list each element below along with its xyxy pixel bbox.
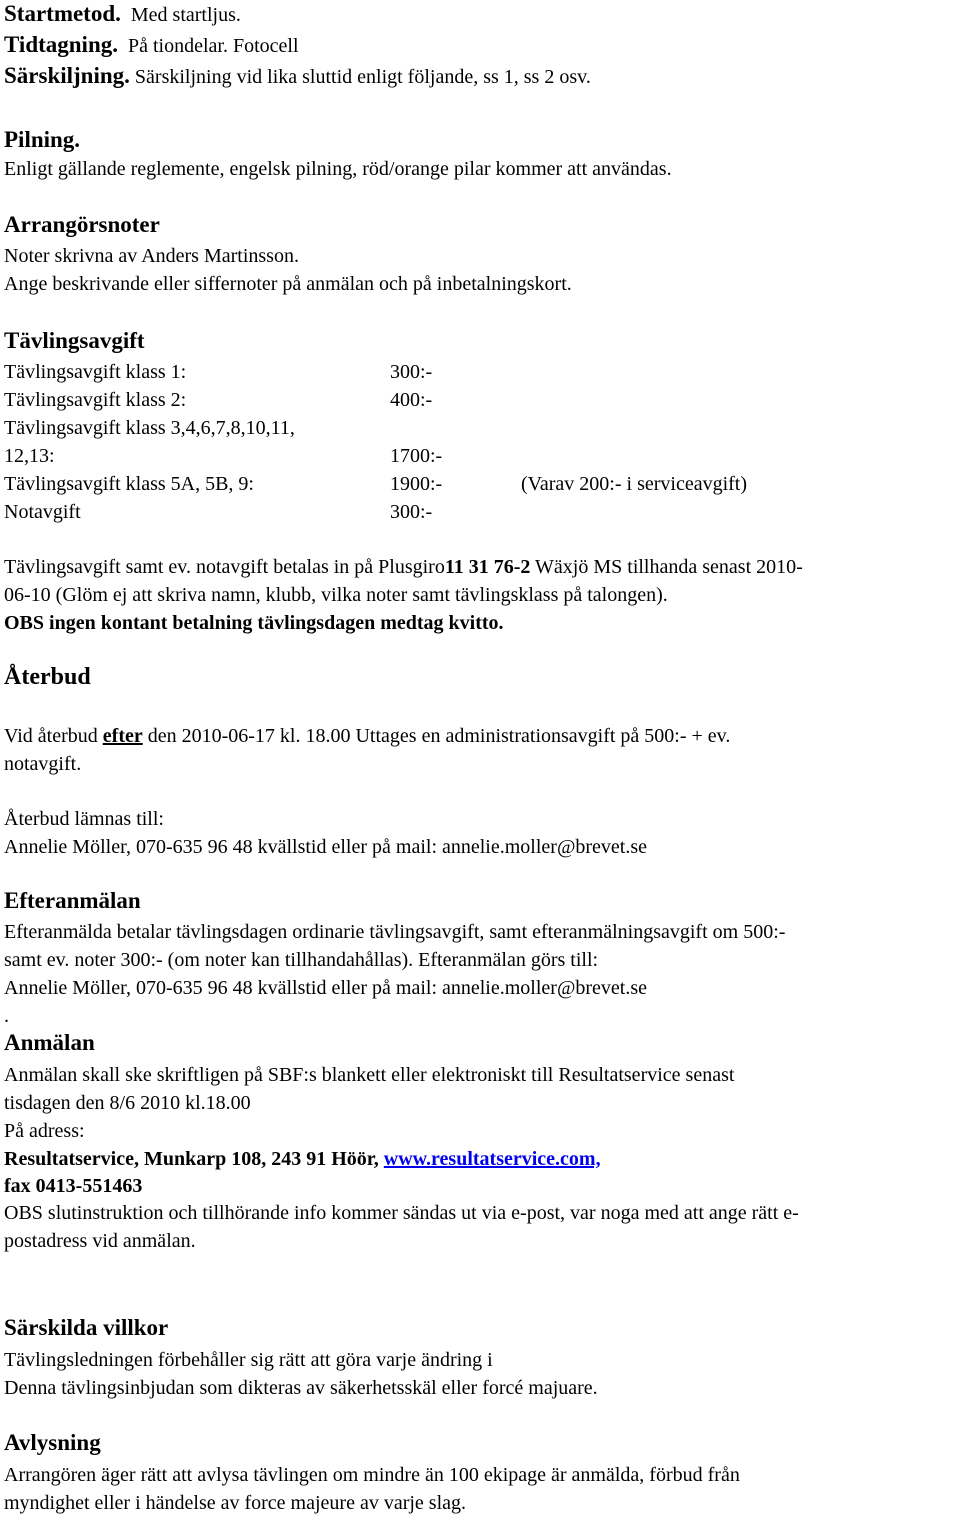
piling-text: Enligt gällande reglemente, engelsk pilning, röd/orange pilar kommer att användas.	[4, 158, 672, 180]
fee-row	[4, 442, 904, 470]
fee-row	[4, 386, 904, 414]
cancel-event-line-2: myndighet eller i händelse av force majeure av varje slag.	[4, 1492, 467, 1514]
fee-note: (Varav 200:- i serviceavgift)	[521, 473, 748, 495]
fee-label: 12,13:	[4, 445, 55, 467]
separation-label: Särskiljning.	[4, 63, 130, 88]
cancel-event-line-1: Arrangören äger rätt att avlysa tävlingen om mindre än 100 ekipage är anmälda, förbud från	[4, 1464, 740, 1486]
fee-label: Notavgift	[4, 501, 81, 523]
cancel-event-heading: Avlysning	[4, 1430, 101, 1455]
conditions-line-1: Tävlingsledningen förbehåller sig rätt att göra varje ändring i	[4, 1349, 493, 1371]
fee-label: Tävlingsavgift klass 1:	[4, 361, 187, 383]
late-line-2: samt ev. noter 300:- (om noter kan tillhandahållas). Efteranmälan görs till:	[4, 949, 599, 971]
payment-obs: OBS ingen kontant betalning tävlingsdagen medtag kvitto.	[4, 612, 504, 634]
registration-obs-1: OBS slutinstruktion och tillhörande info kommer sändas ut via e-post, var noga med att ange rätt e-	[4, 1202, 799, 1224]
fee-amount: 400:-	[390, 389, 433, 411]
timing-line	[4, 31, 299, 60]
late-line-1: Efteranmälda betalar tävlingsdagen ordinarie tävlingsavgift, samt efteranmälningsavgift om 500:-	[4, 921, 786, 943]
cancellation-text: Vid återbud	[4, 725, 103, 747]
piling-heading: Pilning.	[4, 127, 81, 152]
timing-label: Tidtagning.	[4, 32, 118, 57]
resultatservice-link[interactable]: www.resultatservice.com,	[383, 1148, 601, 1170]
fee-amount: 1700:-	[390, 445, 443, 467]
registration-heading: Anmälan	[4, 1030, 95, 1055]
fee-amount: 1900:-	[390, 473, 443, 495]
timing-value: På tiondelar. Fotocell	[128, 35, 299, 57]
start-method-value: Med startljus.	[130, 4, 241, 26]
start-method-label: Startmetod.	[4, 1, 121, 26]
late-heading: Efteranmälan	[4, 888, 141, 913]
cancellation-heading: Återbud	[4, 664, 91, 690]
notes-line-1: Noter skrivna av Anders Martinsson.	[4, 245, 299, 267]
cancellation-text-post: den 2010-06-17 kl. 18.00 Uttages en administrationsavgift på 500:- + ev.	[142, 725, 731, 747]
fee-row	[4, 470, 904, 498]
fee-row	[4, 414, 904, 442]
late-dot: .	[4, 1005, 9, 1027]
payment-line-1	[4, 553, 803, 581]
fees-heading: Tävlingsavgift	[4, 328, 145, 353]
plusgiro-number: 11 31 76-2	[444, 556, 531, 578]
fee-amount: 300:-	[390, 501, 433, 523]
fee-label: Tävlingsavgift klass 2:	[4, 389, 187, 411]
fax-line: fax 0413-551463	[4, 1175, 143, 1197]
cancellation-contact: Annelie Möller, 070-635 96 48 kvällstid eller på mail: annelie.moller@brevet.se	[4, 836, 647, 858]
cancellation-to-label: Återbud lämnas till:	[4, 808, 164, 830]
address-label: På adress:	[4, 1120, 85, 1142]
notes-line-2: Ange beskrivande eller siffernoter på anmälan och på inbetalningskort.	[4, 273, 572, 295]
fee-label: Tävlingsavgift klass 3,4,6,7,8,10,11,	[4, 417, 295, 439]
cancellation-line-2: notavgift.	[4, 753, 82, 775]
fee-amount: 300:-	[390, 361, 433, 383]
notes-heading: Arrangörsnoter	[4, 212, 160, 237]
payment-text: Tävlingsavgift samt ev. notavgift betalas in på Plusgiro	[4, 556, 445, 578]
payment-line-2: 06-10 (Glöm ej att skriva namn, klubb, vilka noter samt tävlingsklass på talongen).	[4, 584, 668, 606]
fee-label: Tävlingsavgift klass 5A, 5B, 9:	[4, 473, 254, 495]
registration-line-1: Anmälan skall ske skriftligen på SBF:s blankett eller elektroniskt till Resultatservice senast	[4, 1064, 735, 1086]
start-method-line	[4, 0, 241, 29]
cancellation-after: efter	[102, 725, 143, 747]
registration-line-2: tisdagen den 8/6 2010 kl.18.00	[4, 1092, 251, 1114]
registration-obs-2: postadress vid anmälan.	[4, 1230, 196, 1252]
conditions-heading: Särskilda villkor	[4, 1315, 169, 1340]
payment-text-post: Wäxjö MS tillhanda senast 2010-	[530, 556, 803, 578]
address-line	[4, 1145, 601, 1173]
conditions-line-2: Denna tävlingsinbjudan som dikteras av säkerhetsskäl eller forcé majuare.	[4, 1377, 598, 1399]
address-text: Resultatservice, Munkarp 108, 243 91 Höör,	[4, 1148, 384, 1170]
separation-value: Särskiljning vid lika sluttid enligt följande, ss 1, ss 2 osv.	[134, 66, 591, 88]
late-line-3: Annelie Möller, 070-635 96 48 kvällstid eller på mail: annelie.moller@brevet.se	[4, 977, 647, 999]
separation-line	[4, 62, 591, 91]
cancellation-line-1	[4, 722, 730, 750]
fee-row	[4, 498, 904, 526]
fee-row	[4, 358, 904, 386]
